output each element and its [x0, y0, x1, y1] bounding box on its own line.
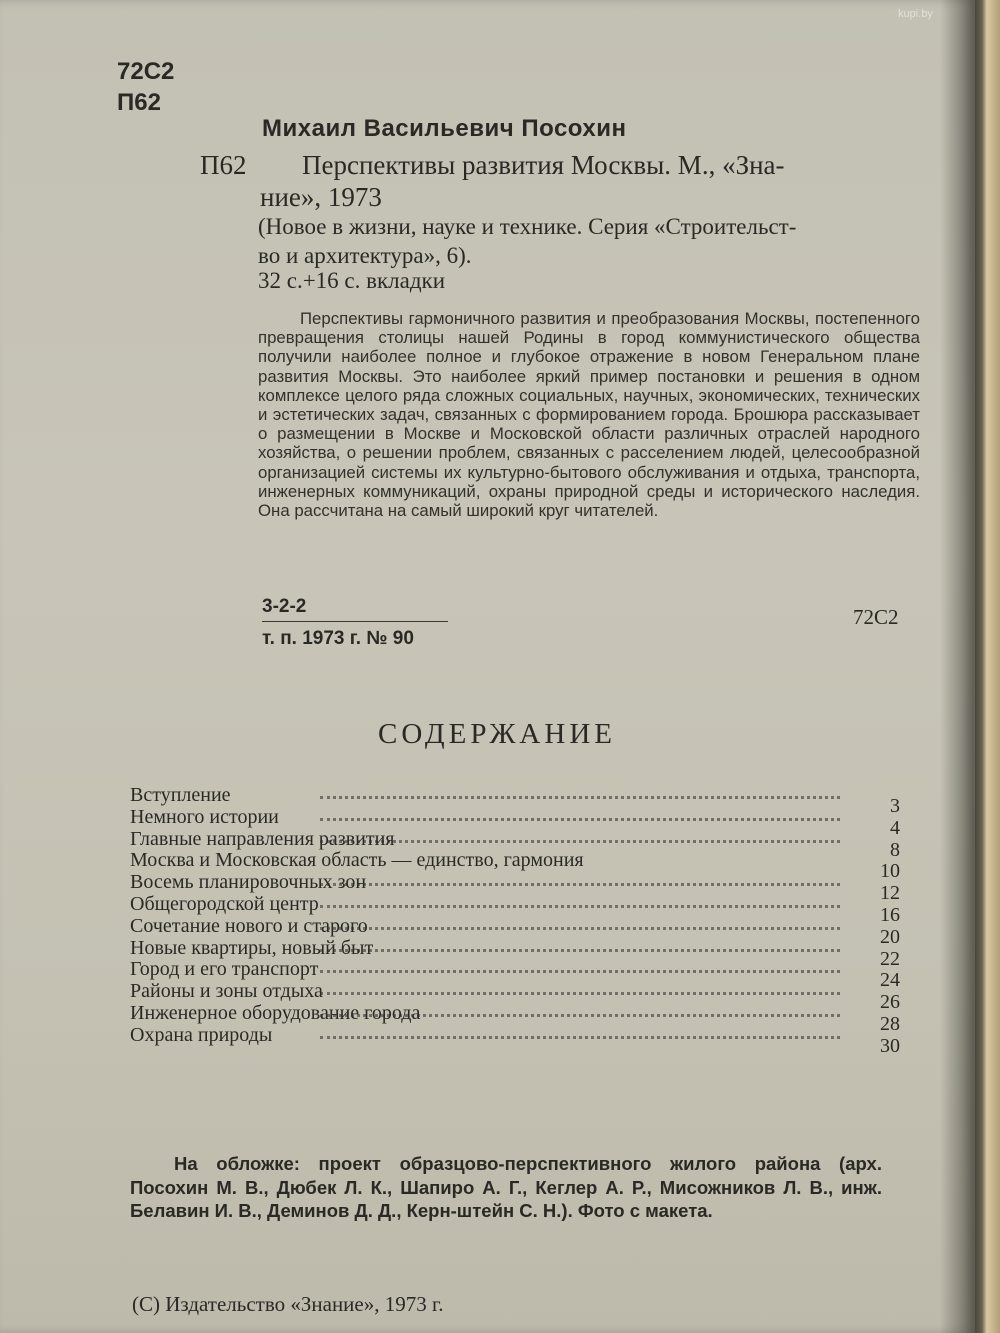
toc-entry-page: 8	[890, 838, 900, 861]
toc-entry-page: 4	[890, 816, 900, 839]
toc-leader-dots	[320, 949, 840, 952]
toc-entry-title: Районы и зоны отдыха	[130, 980, 323, 1003]
author-name: Михаил Васильевич Посохин	[262, 115, 627, 142]
toc-leader-dots	[320, 1014, 840, 1017]
watermark: kupi.by	[898, 8, 933, 20]
toc-entry-page: 20	[880, 925, 900, 948]
toc-entry-title: Новые квартиры, новый быт	[130, 936, 374, 959]
toc-entry-page: 30	[880, 1034, 900, 1057]
bibliography-code: П62	[200, 150, 247, 180]
author-mark: П62	[117, 89, 161, 116]
toc-entry-title: Инженерное оборудование города	[130, 1001, 421, 1024]
toc-entry-page: 24	[880, 969, 900, 992]
toc-entry-title: Город и его транспорт	[130, 958, 319, 981]
publication-order: т. п. 1973 г. № 90	[262, 628, 414, 649]
page-count: 32 с.+16 с. вкладки	[258, 268, 446, 293]
book-title-line2: ние», 1973	[260, 182, 382, 212]
toc-leader-dots	[320, 818, 840, 821]
toc-leader-dots	[320, 840, 840, 843]
annotation-text: Перспективы гармоничного развития и преобразования Москвы, постепенного превращения столицы нашей Родины в город коммунистического общества получили наиболее полное и глубокое отражение в новом Генеральном плане развития Москвы. Это наиболее яркий пример постановки и решения в одном комплексе целого ряда сложных социальных, научных, экономических, технических и эстетических задач, связанных с формированием города. Брошюра рассказывает о размещении в Москве и Московской области различных отраслей народного хозяйства, о решении проблем, связанных с расселением людей, целесообразной организацией системы их культурно-бытового обслуживания и отдыха, транспорта, инженерных коммуникаций, охраны природной среды и исторического наследия. Она рассчитана на самый широкий круг читателей.	[258, 309, 920, 521]
toc-heading: СОДЕРЖАНИЕ	[378, 718, 616, 750]
series-line2: во и архитектура», 6).	[258, 243, 472, 268]
toc-entry-page: 16	[880, 903, 900, 926]
copyright: (С) Издательство «Знание», 1973 г.	[132, 1292, 444, 1316]
toc-entry-page: 26	[880, 991, 900, 1014]
toc-entry-title: Восемь планировочных зон	[130, 871, 367, 894]
toc-entry-page: 3	[890, 795, 900, 817]
library-code: 72С2	[117, 58, 175, 85]
toc-leader-dots	[320, 927, 840, 930]
toc-entry-title: Охрана природы	[130, 1023, 273, 1046]
toc-leader-dots	[320, 883, 840, 886]
toc-leader-dots	[320, 905, 840, 908]
toc-entry-title: Москва и Московская область — единство, гармония	[130, 849, 584, 872]
toc-leader-dots	[320, 1036, 840, 1039]
book-title-line1: Перспективы развития Москвы. М., «Зна-	[302, 150, 785, 180]
table-of-contents	[130, 784, 900, 1057]
page-fold	[940, 0, 1000, 1333]
toc-entry-title: Вступление	[130, 784, 231, 806]
toc-entry-title: Главные направления развития	[130, 827, 395, 850]
toc-entry-page: 12	[880, 882, 900, 905]
toc-entry-page: 28	[880, 1012, 900, 1035]
toc-entry-title: Немного истории	[130, 805, 279, 828]
toc-entry-title: Сочетание нового и старого	[130, 914, 368, 937]
toc-entry-page: 10	[880, 860, 900, 883]
series-line1: (Новое в жизни, науке и технике. Серия «Строительст-	[258, 214, 797, 239]
classification-code-right: 72С2	[853, 605, 899, 629]
cover-note: На обложке: проект образцово-перспективного жилого района (арх. Посохин М. В., Дюбек Л. К., Шапиро А. Г., Кеглер А. Р., Мисожников Л. В., инж. Белавин И. В., Деминов Д. Д., Керн-штейн С. Н.). Фото с макета.	[130, 1153, 882, 1221]
toc-leader-dots	[320, 992, 840, 995]
classification-code: 3-2-2	[262, 596, 307, 617]
toc-leader-dots	[320, 796, 840, 799]
toc-leader-dots	[320, 970, 840, 973]
toc-entry-title: Общегородской центр	[130, 892, 319, 915]
toc-entry-page: 22	[880, 947, 900, 970]
divider	[262, 621, 448, 622]
